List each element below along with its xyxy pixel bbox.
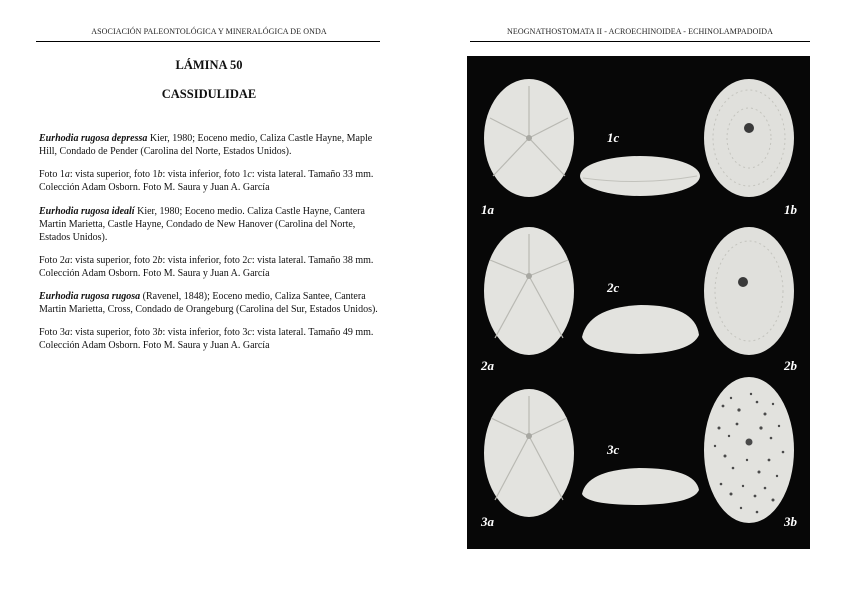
caption-text: : vista lateral. Tamaño 49 mm. Colección Adam Osborn. Foto M. Saura y Juan A. García [39,327,374,351]
caption-text: : vista inferior, foto 2 [162,255,248,266]
label-2a: 2a [481,358,494,373]
photo-plate [467,56,810,549]
caption-text: Foto 2 [39,255,65,266]
label-3c: 3c [607,442,620,457]
entry-3-species: Eurhodia rugosa rugosa [39,291,141,302]
specimen-2b-bottom-view [703,226,795,356]
entry-2-photo-caption [39,254,384,280]
label-1a: 1a [481,202,494,217]
caption-letter: a [64,255,70,266]
specimen-1a-top-view [483,78,575,198]
caption-text: : vista superior, foto 3 [69,327,158,338]
entry-2-citation: Kier, 1980; Eoceno medio. Caliza Castle Hayne, Cantera Martin Marietta, Castle Hayne, Condado de New Hanover (Carolina del Norte, Estados Unidos). [39,206,365,243]
caption-text: : vista superior, foto 1 [69,169,158,180]
label-1b: 1b [784,202,797,217]
specimen-3b-bottom-view [703,376,795,524]
specimen-3a-top-view [483,388,575,518]
caption-letter: c [247,255,252,266]
header-rule-right [470,41,810,42]
caption-text: : vista lateral. Tamaño 38 mm. Colección Adam Osborn. Foto M. Saura y Juan A. García [39,255,374,279]
caption-text: : vista inferior, foto 1 [162,169,248,180]
label-2c: 2c [607,280,620,295]
label-1c: 1c [607,130,620,145]
specimen-1b-bottom-view [703,78,795,198]
caption-text: Foto 1 [39,169,65,180]
label-2b: 2b [784,358,797,373]
caption-letter: c [247,327,252,338]
caption-letter: a [64,327,70,338]
entry-3-description [39,290,384,316]
entry-1-citation: Kier, 1980; Eoceno medio, Caliza Castle Hayne, Maple Hill, Condado de Pender (Carolina del Norte, Estados Unidos). [39,133,373,157]
caption-letter: c [247,169,252,180]
entry-1 [39,132,384,204]
running-header-right: NEOGNATHOSTOMATA II - ACROECHINOIDEA - ECHINOLAMPADOIDA [507,27,773,36]
caption-text: Foto 3 [39,327,65,338]
caption-text: : vista inferior, foto 3 [162,327,248,338]
header-rule-left [36,41,380,42]
caption-letter: b [157,327,163,338]
entry-2-species: Eurhodia rugosa idealí [39,206,135,217]
entry-3 [39,290,384,362]
entry-1-description [39,132,384,158]
specimen-2c-lateral-view [579,301,701,357]
caption-text: : vista lateral. Tamaño 33 mm. Colección Adam Osborn. Foto M. Saura y Juan A. García [39,169,374,193]
caption-letter: b [157,255,163,266]
label-3b: 3b [784,514,797,529]
specimen-3c-lateral-view [579,464,701,508]
entry-1-species: Eurhodia rugosa depressa [39,133,148,144]
label-3a: 3a [481,514,494,529]
entry-1-photo-caption [39,168,384,194]
entry-3-photo-caption [39,326,384,352]
caption-letter: b [157,169,163,180]
caption-text: : vista superior, foto 2 [69,255,158,266]
family-title: CASSIDULIDAE [161,87,257,101]
running-header-left: ASOCIACIÓN PALEONTOLÓGICA Y MINERALÓGICA DE ONDA [91,27,327,36]
specimen-2a-top-view [483,226,575,356]
caption-letter: a [64,169,70,180]
entry-2-description [39,205,384,244]
plate-title: LÁMINA 50 [175,58,243,72]
entry-2 [39,205,384,290]
entry-3-citation: (Ravenel, 1848); Eoceno medio, Caliza Santee, Cantera Martin Marietta, Cross, Condado de Orangeburg (Carolina del Sur, Estados Unidos). [39,291,378,315]
specimen-1c-lateral-view [579,152,701,198]
